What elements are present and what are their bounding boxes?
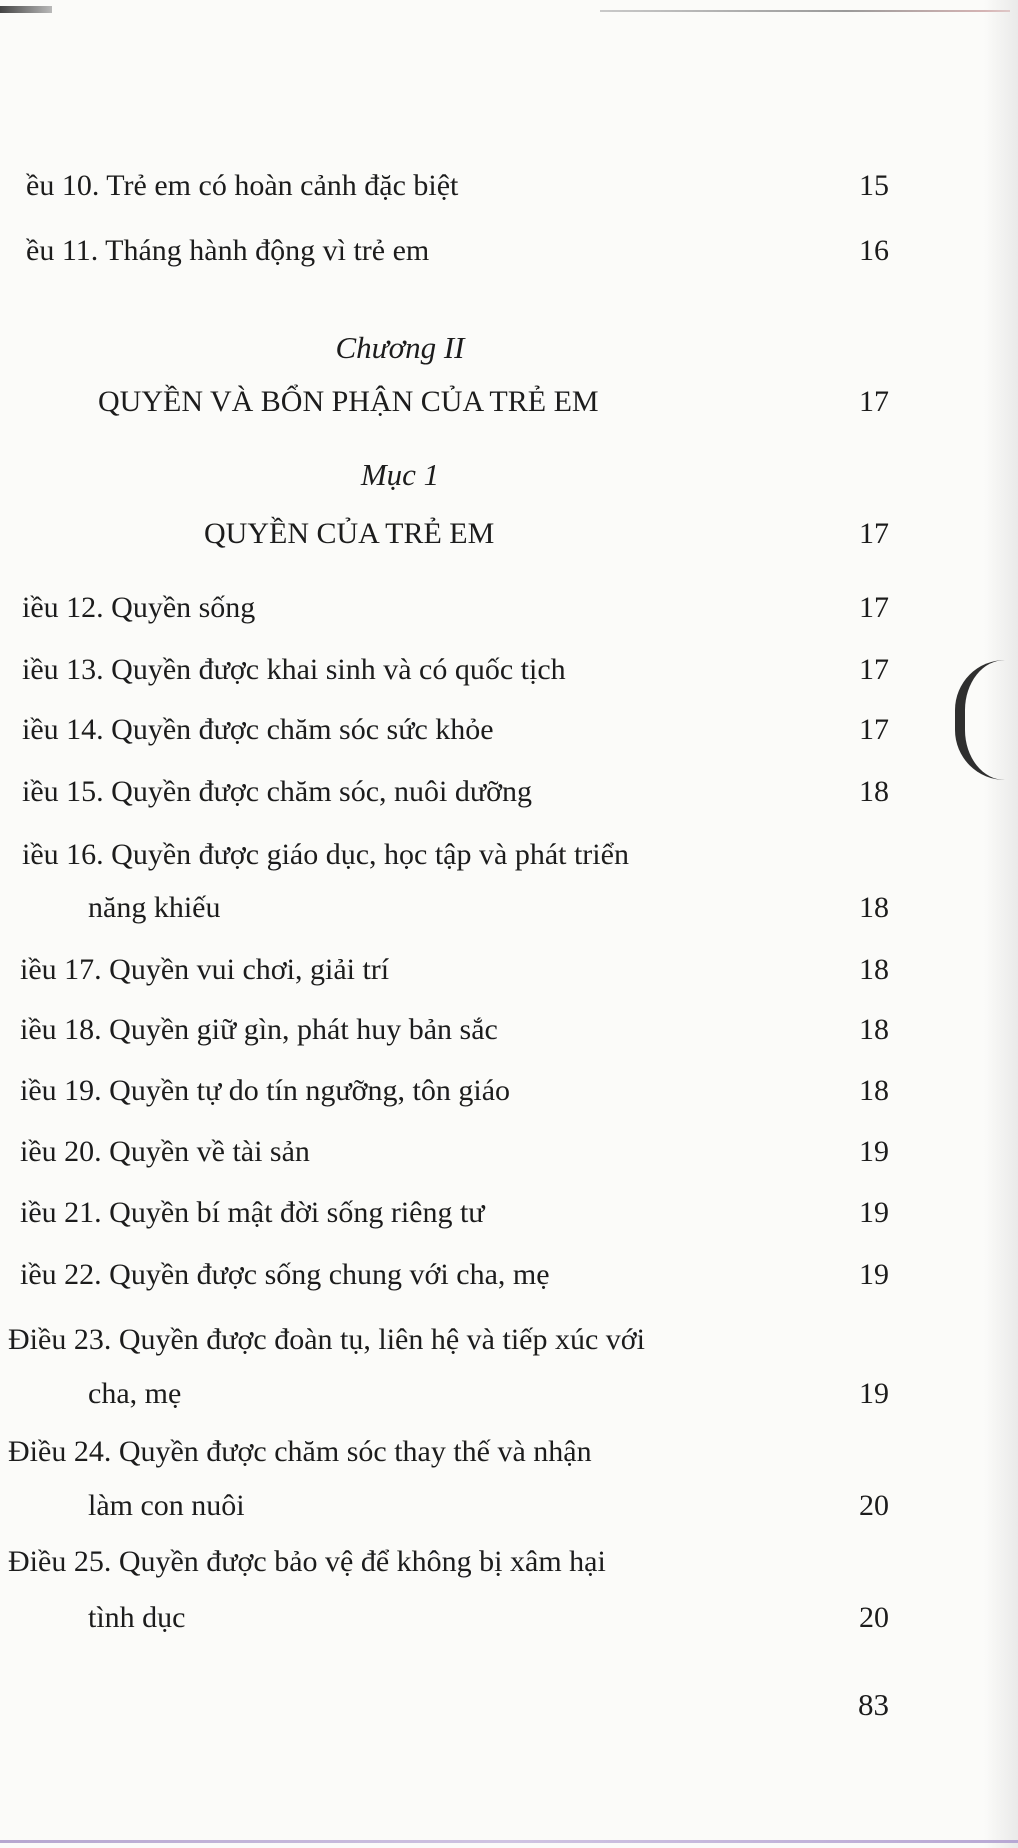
toc-entry-page: 18 [859,775,889,808]
toc-entry-page: 20 [859,1489,889,1522]
bottom-rule [0,1840,1018,1843]
section-title-row [0,504,900,564]
toc-entry-title: iều 20. Quyền về tài sản [20,1135,310,1168]
toc-entry [0,1061,900,1121]
toc-entry-continuation [0,1364,900,1424]
toc-entry-title: iều 13. Quyền được khai sinh và có quốc tịch [22,653,566,686]
toc-entry-title: iều 22. Quyền được sống chung với cha, mẹ [20,1258,550,1291]
toc-entry-title: iều 21. Quyền bí mật đời sống riêng tư [20,1196,485,1229]
toc-entry [0,1422,900,1482]
toc-entry-title: Điều 23. Quyền được đoàn tụ, liên hệ và tiếp xúc với [8,1323,646,1356]
toc-entry-title: ều 11. Tháng hành động vì trẻ em [26,234,430,267]
toc-entry [0,1122,900,1182]
toc-entry-title: iều 16. Quyền được giáo dục, học tập và phát triển [22,838,629,871]
section-label: Mục 1 [360,457,440,492]
toc-entry [0,1532,900,1592]
scan-edge-mark [0,6,52,13]
toc-entry [0,221,900,281]
toc-entry-continuation [0,1476,900,1536]
toc-entry-page: 19 [859,1377,889,1410]
toc-entry [0,640,900,700]
toc-entry-title-continuation: làm con nuôi [88,1489,245,1522]
toc-entry-page: 15 [859,169,889,202]
toc-entry [0,1245,900,1305]
toc-entry-page: 17 [859,713,889,746]
chapter-label: Chương II [335,330,465,365]
toc-entry [0,940,900,1000]
page-edge-shadow [984,0,1018,1848]
toc-entry-page: 18 [859,1013,889,1046]
page-number: 83 [858,1687,889,1722]
toc-entry-page: 17 [859,591,889,624]
toc-entry [0,1183,900,1243]
toc-entry-page: 18 [859,1074,889,1107]
toc-entry-continuation [0,878,900,938]
toc-entry-title: iều 14. Quyền được chăm sóc sức khỏe [22,713,494,746]
toc-entry [0,1310,900,1370]
toc-entry [0,700,900,760]
toc-entry-title: Điều 25. Quyền được bảo vệ để không bị xâm hại [8,1545,606,1578]
toc-entry-page: 18 [859,891,889,924]
toc-entry-page: 16 [859,234,889,267]
toc-entry-page: 18 [859,953,889,986]
toc-entry [0,1000,900,1060]
toc-entry-page: 19 [859,1258,889,1291]
toc-entry-title-continuation: năng khiếu [88,891,221,924]
toc-entry-title: iều 17. Quyền vui chơi, giải trí [20,953,390,986]
toc-entry [0,156,900,216]
toc-entry-title: Điều 24. Quyền được chăm sóc thay thế và nhận [8,1435,592,1468]
toc-entry-title: iều 18. Quyền giữ gìn, phát huy bản sắc [20,1013,498,1046]
chapter-title-row [0,372,900,432]
chapter-title: QUYỀN VÀ BỔN PHẬN CỦA TRẺ EM [98,385,599,418]
chapter-page: 17 [859,385,889,418]
toc-entry-page: 19 [859,1135,889,1168]
toc-entry-title-continuation: cha, mẹ [88,1377,182,1410]
toc-entry-title: iều 19. Quyền tự do tín ngưỡng, tôn giáo [20,1074,511,1107]
toc-entry-title-continuation: tình dục [88,1601,186,1634]
toc-entry-continuation [0,1588,900,1648]
section-title: QUYỀN CỦA TRẺ EM [204,517,495,550]
toc-entry-title: iều 12. Quyền sống [22,591,256,624]
page-curl-mark [955,660,1005,780]
toc-entry-page: 19 [859,1196,889,1229]
toc-entry-page: 17 [859,653,889,686]
top-rule [600,10,1010,12]
toc-entry [0,825,900,885]
toc-entry-page: 20 [859,1601,889,1634]
toc-entry [0,578,900,638]
toc-entry [0,762,900,822]
toc-entry-title: ều 10. Trẻ em có hoàn cảnh đặc biệt [26,169,459,202]
toc-entry-title: iều 15. Quyền được chăm sóc, nuôi dưỡng [22,775,532,808]
section-page: 17 [859,517,889,550]
